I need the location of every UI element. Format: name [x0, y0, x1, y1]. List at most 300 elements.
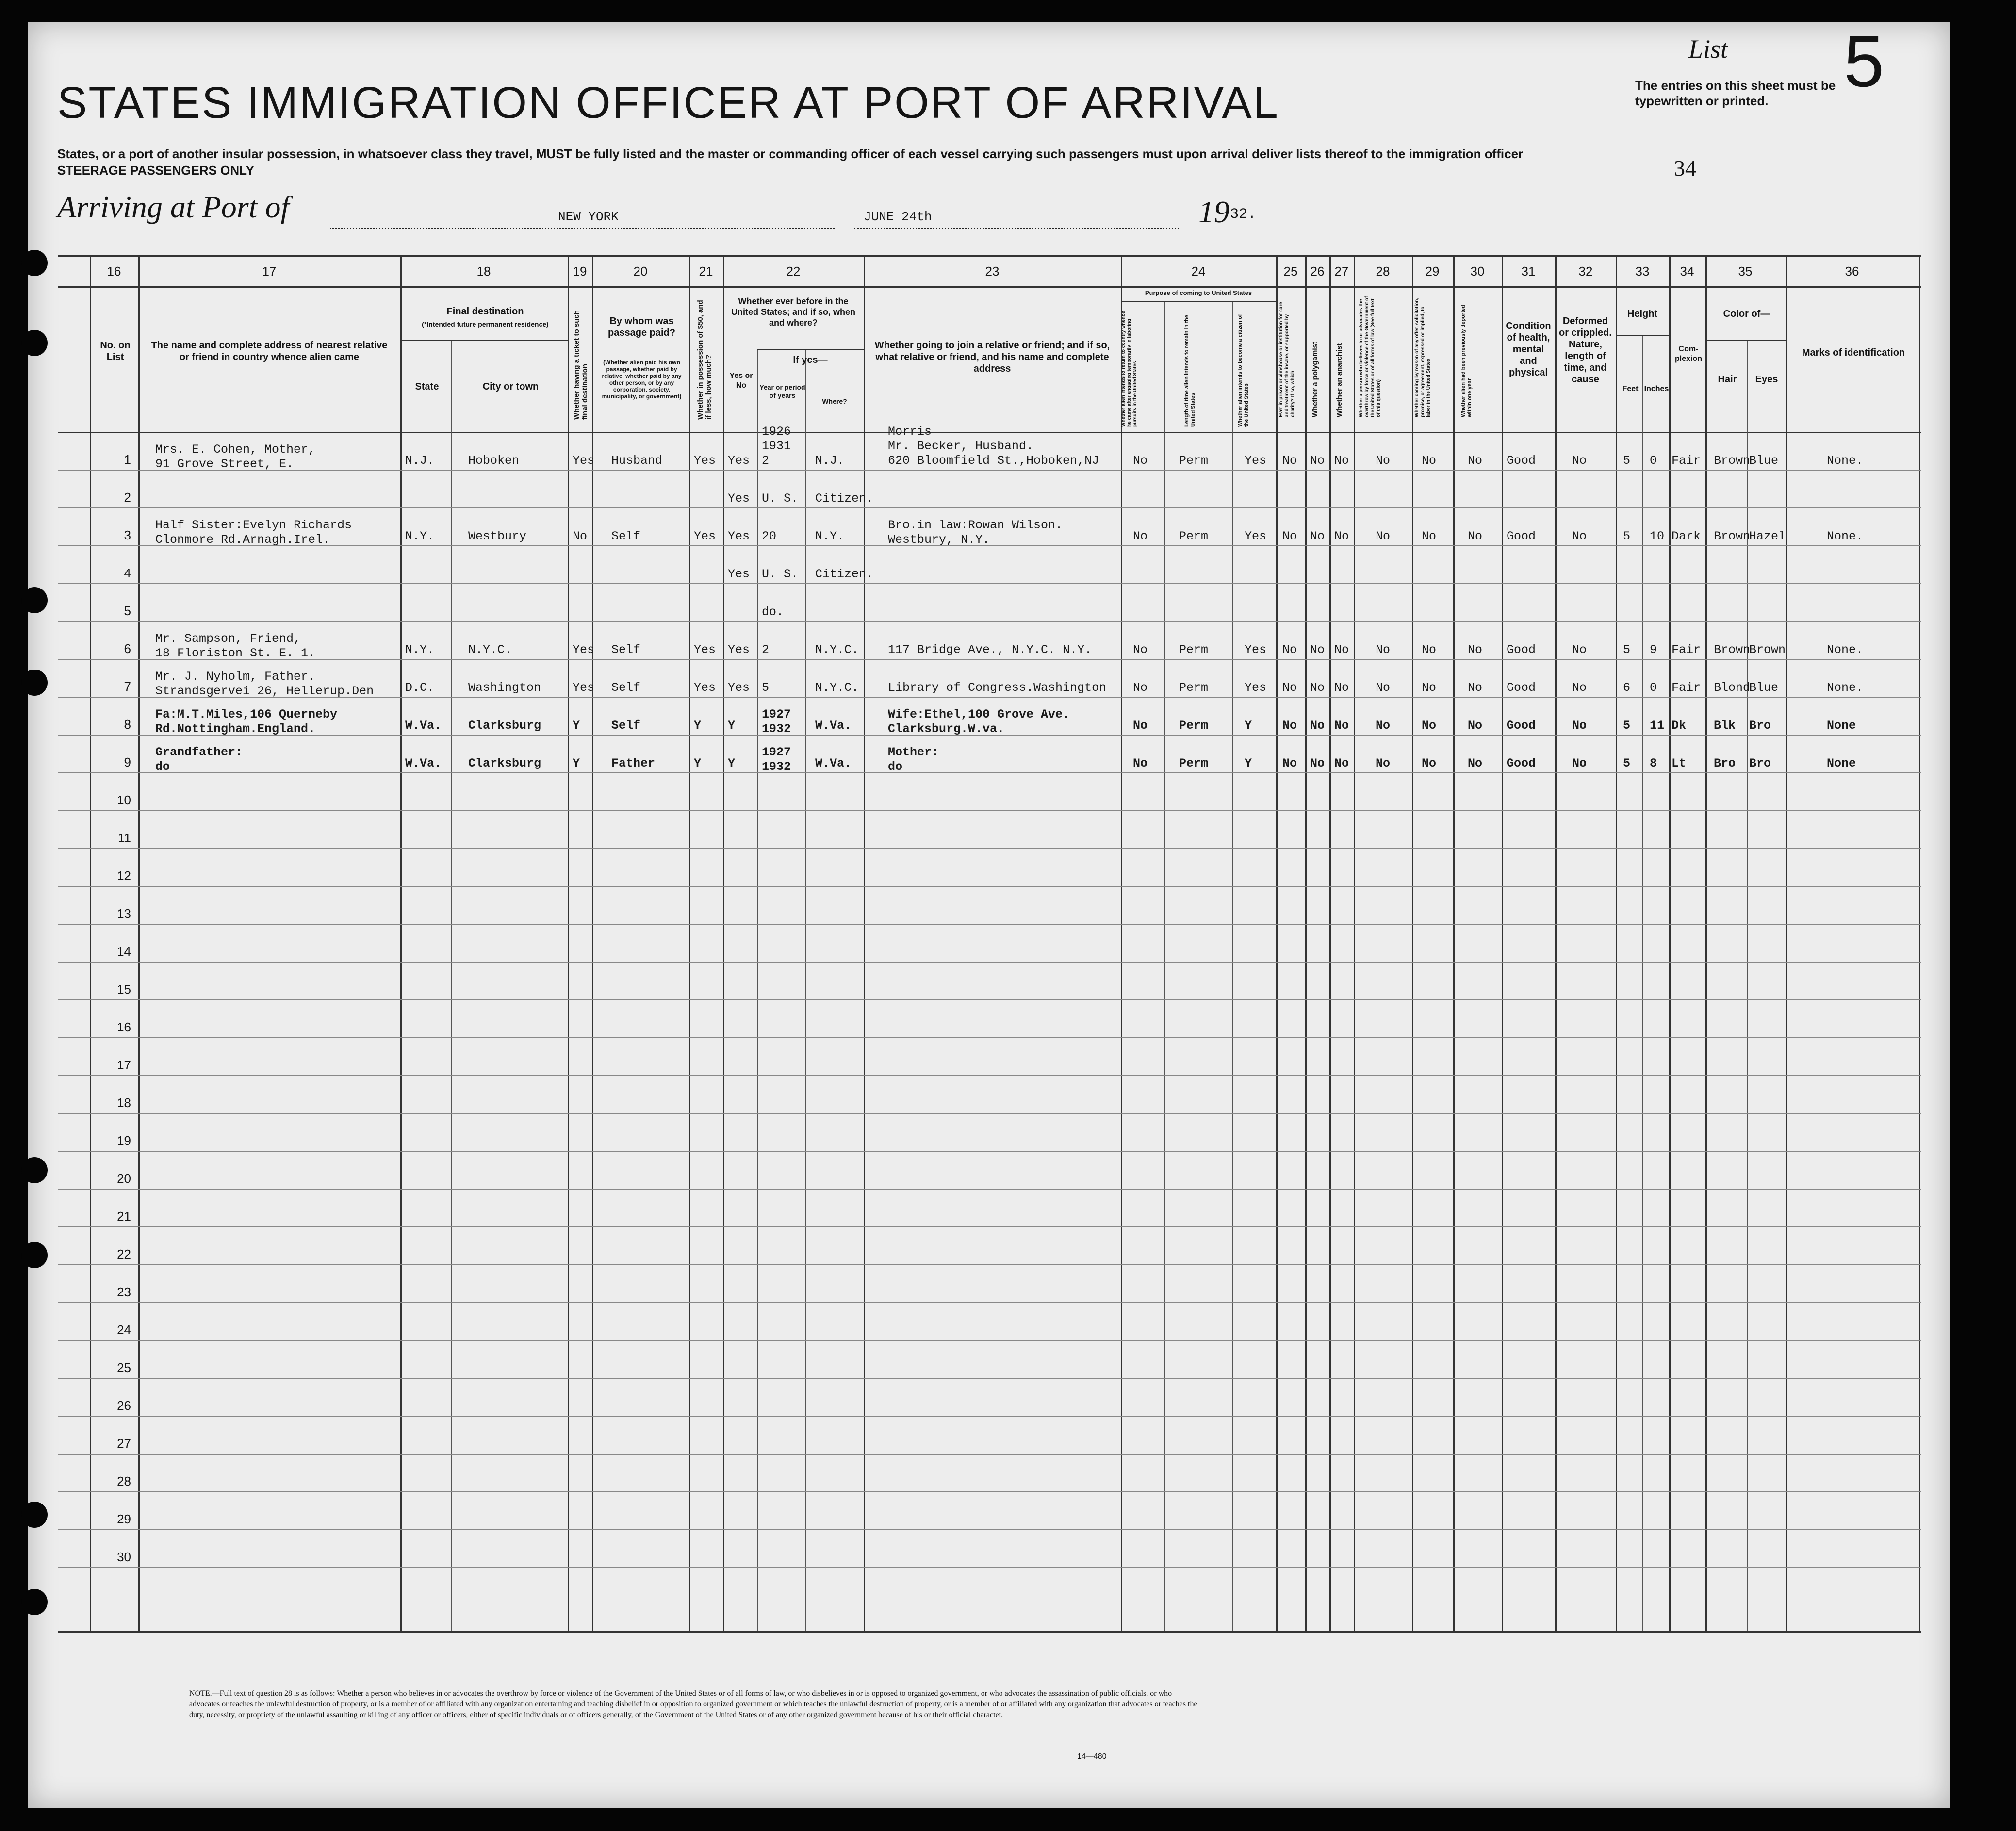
column-number: 27 — [1334, 264, 1349, 278]
cell-polygamist: No — [1310, 643, 1325, 657]
row-line — [58, 1454, 1921, 1455]
row-line — [58, 810, 1921, 811]
row-number: 3 — [124, 528, 131, 542]
column-number: 30 — [1470, 264, 1485, 278]
cell-state: N.Y. — [405, 529, 435, 543]
cell-relative: Rd.Nottingham.England. — [155, 722, 316, 736]
header-nearest-relative: The name and complete address of nearest relative or friend in country whence alien came — [151, 340, 388, 362]
cell-citizen: Y — [1245, 756, 1252, 770]
cell-deported: No — [1468, 454, 1483, 468]
cell-return: No — [1133, 719, 1148, 733]
row-line — [58, 886, 1921, 887]
header-marks: Marks of identification — [1802, 347, 1905, 358]
cell-marks: None. — [1827, 643, 1864, 657]
cell-city: Washington — [468, 681, 541, 695]
cell-eyes: Bro — [1749, 719, 1771, 733]
cell-relative: Mr. Sampson, Friend, — [155, 632, 301, 646]
cell-anarchist: No — [1334, 756, 1349, 770]
cell-return: No — [1133, 643, 1148, 657]
cell-deformed: No — [1572, 454, 1587, 468]
col-border — [1329, 255, 1331, 1631]
col-subborder — [757, 349, 758, 1631]
col-border — [864, 255, 865, 1631]
header-final-destination: Final destination — [446, 306, 524, 317]
cell-anarchist: No — [1334, 454, 1349, 468]
cell-inches: 0 — [1650, 454, 1657, 468]
col-border — [1453, 255, 1455, 1631]
cell-return: No — [1133, 681, 1148, 695]
cell-eyes: Brown — [1749, 643, 1786, 657]
cell-health: Good — [1507, 529, 1536, 543]
row-number: 28 — [117, 1474, 131, 1488]
year-suffix: 32. — [1230, 206, 1257, 223]
header-deported: Whether alien had been previously deported within one year — [1460, 305, 1473, 417]
row-line — [58, 659, 1921, 660]
cell-q28: No — [1376, 719, 1391, 733]
cell-citizen: Yes — [1245, 529, 1267, 543]
cell-ticket: Y — [573, 719, 580, 733]
header-intends-citizen: Whether alien intends to become a citizen of the United States — [1237, 314, 1249, 427]
col-border — [400, 255, 402, 1631]
cell-polygamist: No — [1310, 454, 1325, 468]
cell-return: No — [1133, 756, 1148, 770]
cell-feet: 6 — [1623, 681, 1631, 695]
row-line — [58, 1264, 1921, 1265]
column-number: 19 — [573, 264, 587, 278]
cell-city: Clarksburg — [468, 756, 541, 770]
header-state: State — [415, 381, 439, 392]
cell-years: 5 — [762, 681, 770, 695]
steerage-label: STEERAGE PASSENGERS ONLY — [57, 163, 254, 178]
cell-where: N.Y.C. — [815, 681, 859, 695]
subheader-line — [1705, 340, 1786, 341]
cell-deported: No — [1468, 756, 1483, 770]
row-line — [58, 507, 1921, 508]
row-line — [58, 962, 1921, 963]
row-line — [58, 1302, 1921, 1303]
column-number: 24 — [1191, 264, 1206, 278]
cell-before: Yes — [728, 567, 750, 581]
cell-where: W.Va. — [815, 756, 852, 770]
cell-ticket: Yes — [573, 681, 595, 695]
row-number: 25 — [117, 1360, 131, 1375]
cell-length: Perm — [1179, 643, 1209, 657]
cell-anarchist: No — [1334, 719, 1349, 733]
cell-hair: Blk — [1714, 719, 1736, 733]
cell-length: Perm — [1179, 681, 1209, 695]
cell-length: Perm — [1179, 719, 1209, 733]
row-line — [58, 1075, 1921, 1076]
cell-anarchist: No — [1334, 643, 1349, 657]
cell-length: Perm — [1179, 756, 1209, 770]
header-before-in-us: Whether ever before in the United States; and if so, when and where? — [731, 296, 856, 327]
row-number: 24 — [117, 1323, 131, 1337]
row-line — [58, 848, 1921, 849]
cell-ticket: Yes — [573, 454, 595, 468]
cell-years: 2 — [762, 643, 770, 657]
cell-joining: Morris — [888, 425, 932, 439]
row-line — [58, 772, 1921, 773]
cell-years: U. S. — [762, 567, 799, 581]
cell-q29: No — [1422, 643, 1437, 657]
port-value: NEW YORK — [558, 210, 619, 224]
header-complexion: Com-plexion — [1674, 345, 1702, 363]
column-number: 17 — [262, 264, 277, 278]
subtitle-line: States, or a port of another insular possession, in whatsoever class they travel, MUST be fully listed and the master or commanding officer of each vessel carrying such passengers must upon arrival deliver lists thereof to the immigration officer — [57, 147, 1524, 161]
header-polygamist: Whether a polygamist — [1311, 342, 1319, 417]
cell-money: Y — [694, 756, 702, 770]
header-money: Whether in possession of $50, and if less, how much? — [696, 300, 713, 420]
cell-where: N.Y. — [815, 529, 845, 543]
row-line — [58, 1151, 1921, 1152]
cell-money: Yes — [694, 681, 716, 695]
row-number: 16 — [117, 1020, 131, 1034]
cell-marks: None. — [1827, 681, 1864, 695]
header-q28: Whether a person who believes in or advocates the overthrow by force or violence of the Government of the United States or of all forms of law (See full text of this question) — [1359, 296, 1381, 417]
grid-bottom-line — [58, 1631, 1921, 1633]
cell-feet: 5 — [1623, 643, 1631, 657]
cell-relative: Mr. J. Nyholm, Father. — [155, 670, 316, 684]
subheader-line — [1616, 335, 1669, 336]
header-eyes: Eyes — [1755, 374, 1778, 385]
cell-relative: 91 Grove Street, E. — [155, 457, 294, 471]
cell-before: Yes — [728, 529, 750, 543]
cell-citizen: Yes — [1245, 643, 1267, 657]
cell-relative: do — [155, 760, 170, 774]
cell-paid: Self — [611, 719, 641, 733]
row-line — [58, 999, 1921, 1000]
row-number: 11 — [118, 831, 131, 845]
cell-relative: 18 Floriston St. E. 1. — [155, 646, 316, 660]
cell-inches: 0 — [1650, 681, 1657, 695]
header-hair: Hair — [1718, 374, 1737, 385]
cell-years: 1932 — [762, 722, 791, 736]
row-line — [58, 1416, 1921, 1417]
cell-citizen: Yes — [1245, 681, 1267, 695]
form-code: 14—480 — [1077, 1752, 1107, 1761]
col-border — [90, 255, 91, 1631]
cell-years: 20 — [762, 529, 777, 543]
cell-deported: No — [1468, 643, 1483, 657]
column-number: 20 — [633, 264, 648, 278]
typewritten-note: The entries on this sheet must be typewritten or printed. — [1635, 78, 1836, 108]
cell-q28: No — [1376, 529, 1391, 543]
row-number: 21 — [117, 1209, 131, 1224]
row-number: 14 — [117, 944, 131, 959]
cell-joining: Clarksburg.W.va. — [888, 722, 1005, 736]
row-line — [58, 621, 1921, 622]
subheader-line — [757, 349, 864, 350]
cell-deformed: No — [1572, 529, 1587, 543]
cell-before: Yes — [728, 454, 750, 468]
cell-polygamist: No — [1310, 756, 1325, 770]
cell-where: N.J. — [815, 454, 845, 468]
column-number: 32 — [1578, 264, 1593, 278]
cell-eyes: Bro — [1749, 756, 1771, 770]
header-where: Where? — [822, 397, 847, 405]
cell-state: W.Va. — [405, 719, 442, 733]
cell-eyes: Blue — [1749, 681, 1779, 695]
cell-complexion: Dk — [1672, 719, 1687, 733]
cell-where: Citizen. — [815, 491, 874, 506]
grid-colnum-line — [58, 286, 1921, 288]
cell-marks: None. — [1827, 529, 1864, 543]
cell-feet: 5 — [1623, 756, 1631, 770]
cell-before: Y — [728, 719, 736, 733]
col-border — [723, 255, 724, 1631]
cell-q28: No — [1376, 681, 1391, 695]
header-destination-note: (*Intended future permanent residence) — [422, 320, 549, 328]
cell-state: N.J. — [405, 454, 435, 468]
cell-polygamist: No — [1310, 529, 1325, 543]
col-border — [1412, 255, 1413, 1631]
cell-where: N.Y.C. — [815, 643, 859, 657]
cell-before: Yes — [728, 681, 750, 695]
header-joining-relative: Whether going to join a relative or friend; and if so, what relative or friend, and his name and complete address — [874, 340, 1110, 374]
cell-return: No — [1133, 529, 1148, 543]
cell-joining: Mr. Becker, Husband. — [888, 439, 1034, 453]
row-number: 10 — [117, 793, 131, 807]
row-line — [58, 1491, 1921, 1492]
list-label: List — [1688, 34, 1728, 64]
header-intends-return: Whether alien intends to return to country whence he came after engaging temporarily in laboring pursuits in the United States — [1121, 311, 1138, 427]
sheet-number: 34 — [1674, 156, 1696, 180]
cell-complexion: Fair — [1672, 681, 1701, 695]
header-passage-paid: By whom was passage paid? — [608, 316, 675, 338]
cell-years: 2 — [762, 454, 770, 468]
col-border — [1919, 255, 1920, 1631]
row-line — [58, 1037, 1921, 1038]
cell-complexion: Lt — [1672, 756, 1687, 770]
cell-relative: Clonmore Rd.Arnagh.Irel. — [155, 533, 330, 547]
row-number: 6 — [124, 641, 131, 656]
cell-joining: Library of Congress.Washington — [888, 681, 1107, 695]
cell-years: do. — [762, 605, 784, 619]
cell-hair: Brown — [1714, 643, 1751, 657]
header-health: Condition of health, mental and physical — [1506, 321, 1551, 378]
column-number: 22 — [786, 264, 801, 278]
header-feet: Feet — [1622, 385, 1639, 393]
row-number: 2 — [124, 490, 131, 505]
row-line — [58, 1189, 1921, 1190]
row-number: 5 — [124, 604, 131, 618]
cell-return: No — [1133, 454, 1148, 468]
cell-length: Perm — [1179, 529, 1209, 543]
column-number: 29 — [1425, 264, 1440, 278]
cell-joining: Mother: — [888, 745, 939, 759]
cell-inches: 11 — [1650, 719, 1665, 733]
cell-relative: Fa:M.T.Miles,106 Querneby — [155, 707, 338, 721]
cell-inches: 10 — [1650, 529, 1665, 543]
cell-q28: No — [1376, 643, 1391, 657]
cell-joining: Wife:Ethel,100 Grove Ave. — [888, 707, 1070, 721]
column-number: 26 — [1310, 264, 1325, 278]
cell-paid: Self — [611, 529, 641, 543]
cell-relative: Mrs. E. Cohen, Mother, — [155, 442, 316, 457]
cell-hair: Bro — [1714, 756, 1736, 770]
form-title: STATES IMMIGRATION OFFICER AT PORT OF ARRIVAL — [57, 78, 1279, 128]
grid-header-bottom — [58, 432, 1921, 433]
cell-health: Good — [1507, 454, 1536, 468]
column-number: 36 — [1845, 264, 1859, 278]
header-passage-note: (Whether alien paid his own passage, whether paid by relative, whether paid by any other person, or by any corporation, society, municipality, or government) — [602, 359, 682, 400]
cell-marks: None — [1827, 756, 1856, 770]
cell-ticket: Yes — [573, 643, 595, 657]
header-yes-no: Yes or No — [729, 372, 753, 390]
row-line — [58, 1340, 1921, 1341]
cell-deformed: No — [1572, 681, 1587, 695]
header-inches: Inches — [1644, 385, 1669, 393]
header-ticket: Whether having a ticket to such final destination — [573, 310, 589, 420]
col-subborder — [1642, 335, 1643, 1631]
row-number: 8 — [124, 717, 131, 732]
cell-joining: 620 Bloomfield St.,Hoboken,NJ — [888, 454, 1099, 468]
cell-joining: Westbury, N.Y. — [888, 533, 990, 547]
col-border — [1705, 255, 1707, 1631]
col-border — [1786, 255, 1787, 1631]
row-number: 15 — [117, 982, 131, 997]
cell-polygamist: No — [1310, 719, 1325, 733]
cell-where: Citizen. — [815, 567, 874, 581]
cell-q28: No — [1376, 756, 1391, 770]
cell-q29: No — [1422, 719, 1437, 733]
header-if-yes: If yes— — [793, 355, 828, 365]
col-border — [1121, 255, 1122, 1631]
row-line — [58, 1378, 1921, 1379]
cell-years: U. S. — [762, 491, 799, 506]
cell-city: Clarksburg — [468, 719, 541, 733]
cell-complexion: Fair — [1672, 454, 1701, 468]
header-purpose: Purpose of coming to United States — [1145, 289, 1252, 296]
row-number: 23 — [117, 1285, 131, 1299]
row-number: 27 — [117, 1436, 131, 1451]
cell-inches: 9 — [1650, 643, 1657, 657]
subheader-line — [400, 340, 568, 341]
cell-marks: None. — [1827, 454, 1864, 468]
cell-city: Hoboken — [468, 454, 520, 468]
cell-city: N.Y.C. — [468, 643, 512, 657]
cell-eyes: Hazel — [1749, 529, 1786, 543]
cell-complexion: Fair — [1672, 643, 1701, 657]
cell-city: Westbury — [468, 529, 527, 543]
cell-joining: Bro.in law:Rowan Wilson. — [888, 518, 1063, 532]
header-q29: Whether coming by reason of any offer, solicitation, promise, or agreement, expressed or implied, to labor in the United States — [1414, 297, 1431, 417]
cell-marks: None — [1827, 719, 1856, 733]
header-year: Year or period of years — [759, 383, 805, 399]
column-number: 23 — [985, 264, 1000, 278]
cell-deformed: No — [1572, 719, 1587, 733]
cell-prison: No — [1282, 681, 1297, 695]
row-number: 17 — [117, 1058, 131, 1072]
cell-money: Yes — [694, 643, 716, 657]
col-subborder — [805, 349, 806, 1631]
cell-relative: Half Sister:Evelyn Richards — [155, 518, 352, 532]
cell-joining: 117 Bridge Ave., N.Y.C. N.Y. — [888, 643, 1092, 657]
cell-deported: No — [1468, 719, 1483, 733]
row-number: 12 — [117, 868, 131, 883]
cell-state: N.Y. — [405, 643, 435, 657]
cell-joining: do — [888, 760, 903, 774]
cell-prison: No — [1282, 454, 1297, 468]
header-deformed: Deformed or crippled. Nature, length of time, and cause — [1559, 316, 1612, 385]
cell-deformed: No — [1572, 643, 1587, 657]
subheader-line — [1121, 301, 1276, 302]
cell-eyes: Blue — [1749, 454, 1779, 468]
col-border — [1616, 255, 1617, 1631]
col-subborder — [451, 340, 452, 1631]
cell-money: Y — [694, 719, 702, 733]
row-number: 20 — [117, 1171, 131, 1186]
col-border — [1555, 255, 1557, 1631]
column-number: 33 — [1635, 264, 1650, 278]
date-value: JUNE 24th — [864, 210, 932, 224]
cell-paid: Husband — [611, 454, 663, 468]
row-number: 19 — [117, 1133, 131, 1148]
row-number: 30 — [117, 1550, 131, 1564]
cell-health: Good — [1507, 719, 1536, 733]
footer-note: NOTE.—Full text of question 28 is as follows: Whether a person who believes in or advocates the overthrow by force or violence of the Government of the United States or of all forms of law, or who disbelieves in or is opposed to organized government, or who advocates the assassination of public officials, or who advocates or teaches the unlawful destruction of property, or is a member of or affiliated with any organization entertaining and teaching disbelief in or opposition to organized government or which teaches the unlawful destruction of property, or is a member of or affiliated with any organization that advocates or teaches the duty, necessity, or propriety of the unlawful assaulting or killing of any officer or officers, either of specific individuals or of officers generally, of the Government of the United States or of any other organized government because of his or their official character. — [189, 1689, 1197, 1719]
cell-paid: Father — [611, 756, 656, 770]
cell-ticket: No — [573, 529, 588, 543]
arriving-label: Arriving at Port of — [57, 190, 290, 224]
cell-state: D.C. — [405, 681, 435, 695]
col-border — [689, 255, 690, 1631]
cell-prison: No — [1282, 529, 1297, 543]
cell-prison: No — [1282, 643, 1297, 657]
cell-feet: 5 — [1623, 719, 1631, 733]
cell-years: 1927 — [762, 745, 791, 759]
row-number: 9 — [124, 755, 131, 769]
col-border — [1276, 255, 1278, 1631]
cell-years: 1926 — [762, 425, 791, 439]
col-border — [1669, 255, 1671, 1631]
col-border — [1305, 255, 1307, 1631]
cell-prison: No — [1282, 756, 1297, 770]
year-prefix: 19 — [1198, 195, 1229, 229]
row-line — [58, 470, 1921, 471]
row-number: 26 — [117, 1398, 131, 1413]
row-number: 13 — [117, 906, 131, 921]
cell-where: W.Va. — [815, 719, 852, 733]
column-number: 35 — [1738, 264, 1753, 278]
cell-anarchist: No — [1334, 529, 1349, 543]
row-number: 18 — [117, 1095, 131, 1110]
row-line — [58, 1113, 1921, 1114]
cell-years: 1927 — [762, 707, 791, 721]
column-number: 34 — [1680, 264, 1694, 278]
column-number: 16 — [107, 264, 121, 278]
cell-before: Yes — [728, 643, 750, 657]
column-number: 25 — [1283, 264, 1298, 278]
cell-feet: 5 — [1623, 529, 1631, 543]
cell-years: 1931 — [762, 439, 791, 453]
cell-health: Good — [1507, 681, 1536, 695]
cell-citizen: Yes — [1245, 454, 1267, 468]
grid-top-line — [58, 255, 1921, 257]
cell-q28: No — [1376, 454, 1391, 468]
cell-hair: Blond — [1714, 681, 1751, 695]
row-number: 7 — [124, 679, 131, 694]
cell-money: Yes — [694, 529, 716, 543]
column-number: 31 — [1521, 264, 1536, 278]
col-subborder — [1164, 301, 1165, 1631]
row-number: 22 — [117, 1247, 131, 1261]
cell-before: Yes — [728, 491, 750, 506]
cell-paid: Self — [611, 643, 641, 657]
cell-q29: No — [1422, 529, 1437, 543]
cell-hair: Brown — [1714, 529, 1751, 543]
cell-q29: No — [1422, 681, 1437, 695]
